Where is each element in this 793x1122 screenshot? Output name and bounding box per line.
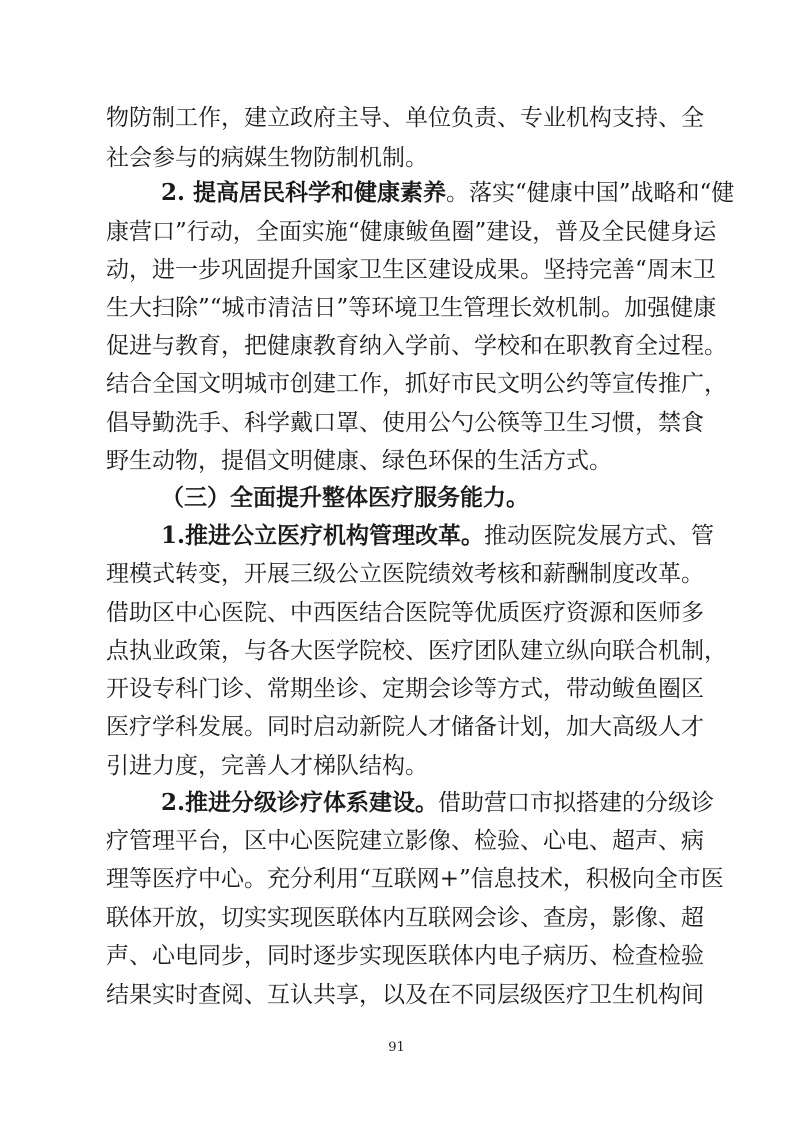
text-line-5: 动，进一步巩固提升国家卫生区建设成果。坚持完善“周末卫	[106, 257, 716, 283]
text-line-13: 理模式转变，开展三级公立医院绩效考核和薪酬制度改革。	[106, 561, 704, 587]
text-line-22: 联体开放，切实实现医联体内互联网会诊、查房，影像、超	[106, 905, 704, 931]
text-line-9: 倡导勤洗手、科学戴口罩、使用公勺公筷等卫生习惯，禁食	[106, 410, 704, 436]
item-heading-health-literacy: 2. 提高居民科学和健康素养	[161, 179, 447, 206]
text-fragment: 。落实“健康中国”战略和“健	[446, 180, 735, 206]
section-heading-3: （三）全面提升整体医疗服务能力。	[161, 484, 529, 511]
text-line-24: 结果实时查阅、互认共享，以及在不同层级医疗卫生机构间	[106, 982, 704, 1008]
text-line-14: 借助区中心医院、中西医结合医院等优质医疗资源和医师多	[106, 600, 704, 626]
paragraph-2-line-1	[161, 174, 735, 212]
text-line-15: 点执业政策，与各大医学院校、医疗团队建立纵向联合机制，	[106, 638, 727, 664]
text-line-17: 医疗学科发展。同时启动新院人才储备计划，加大高级人才	[106, 714, 704, 740]
text-line-7: 促进与教育，把健康教育纳入学前、学校和在职教育全过程。	[106, 333, 727, 359]
text-fragment: 借助营口市拟搭建的分级诊	[438, 790, 715, 816]
text-line-8: 结合全国文明城市创建工作，抓好市民文明公约等宣传推广，	[106, 371, 727, 397]
text-line-1: 物防制工作，建立政府主导、单位负责、专业机构支持、全	[106, 105, 704, 131]
text-line-6: 生大扫除”“城市清洁日”等环境卫生管理长效机制。加强健康	[106, 295, 717, 321]
text-line-4: 康营口”行动，全面实施“健康鲅鱼圈”建设，普及全民健身运	[106, 219, 717, 245]
text-line-2: 社会参与的病媒生物防制机制。	[106, 145, 428, 171]
text-line-21: 理等医疗中心。充分利用“互联网+”信息技术，积极向全市医	[106, 866, 724, 892]
item-heading-tiered-care: 2.推进分级诊疗体系建设。	[161, 789, 439, 816]
item-heading-hospital-reform: 1.推进公立医疗机构管理改革。	[161, 522, 485, 549]
text-line-18: 引进力度，完善人才梯队结构。	[106, 753, 428, 779]
paragraph-3-1-line-1	[161, 517, 715, 555]
text-line-23: 声、心电同步，同时逐步实现医联体内电子病历、检查检验	[106, 943, 704, 969]
text-line-10: 野生动物，提倡文明健康、绿色环保的生活方式。	[106, 448, 612, 474]
text-line-20: 疗管理平台，区中心医院建立影像、检验、心电、超声、病	[106, 828, 704, 854]
text-fragment: 推动医院发展方式、管	[484, 523, 715, 549]
text-line-16: 开设专科门诊、常期坐诊、定期会诊等方式，带动鲅鱼圈区	[106, 676, 704, 702]
page-number: 91	[388, 1040, 405, 1055]
paragraph-3-2-line-1	[161, 784, 715, 822]
